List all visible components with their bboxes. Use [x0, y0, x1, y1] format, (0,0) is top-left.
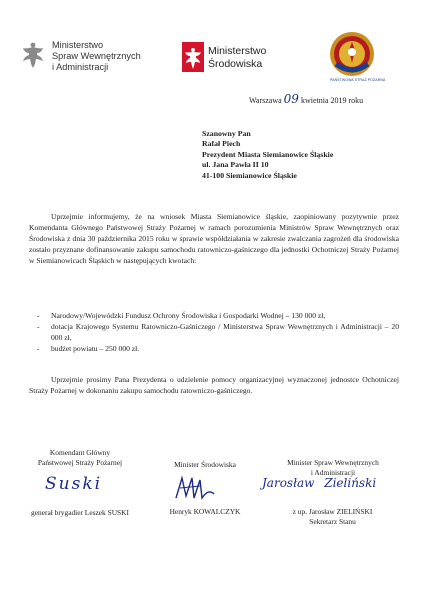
mswia-line1: Ministerstwo	[52, 40, 104, 50]
signature-middle-handwritten	[170, 472, 220, 504]
date-place: Warszawa	[249, 96, 282, 105]
left-title-line1: Komendant Główny	[49, 448, 111, 457]
left-title-line2: Państwowej Straży Pożarnej	[37, 457, 123, 467]
letter-date	[249, 92, 363, 106]
right-role-line: Sekretarz Stanu	[309, 517, 356, 526]
psp-badge-text: PAŃSTWOWA STRAŻ POŻARNA	[330, 78, 386, 82]
recipient-block	[202, 129, 333, 181]
date-day-handwritten: 09	[283, 92, 299, 106]
eagle-emblem-icon	[20, 40, 46, 70]
date-rest: kwietnia 2019 roku	[300, 96, 364, 105]
list-item: - Narodowy/Wojewódzki Fundusz Ochrony Środowiska i Gospodarki Wodnej – 130 000 zł,	[37, 310, 399, 321]
right-title-line1: Minister Spraw Wewnętrznych	[287, 458, 379, 467]
right-signature-part2: Zieliński	[324, 476, 377, 490]
psp-badge	[328, 30, 376, 78]
recipient-street: ul. Jana Pawła II 10	[202, 160, 269, 170]
mswia-name	[52, 40, 141, 73]
signature-right-name	[265, 507, 400, 527]
recipient-salutation: Szanowny Pan	[202, 129, 251, 138]
list-item: - dotacja Krajowego Systemu Ratowniczo-Gaśniczego / Ministerstwa Spraw Wewnętrznych i Administracji – 20 000 zł,	[37, 321, 399, 343]
recipient-position: Prezydent Miasta Siemianowice Śląskie	[202, 149, 334, 159]
signature-middle-title: Minister Środowiska	[174, 460, 236, 469]
body-paragraph-2: Uprzejmie prosimy Pana Prezydenta o udzielenie pomocy organizacyjnej wyznaczonej jednostce Ochotniczej Straży Pożarnej w dokonaniu zakupu samochodu ratowniczo-gaśniczego.	[29, 375, 399, 395]
ms-line2: Środowiska	[208, 57, 263, 70]
mswia-line2: Spraw Wewnętrznych	[52, 51, 141, 61]
right-name-line: z up. Jarosław ZIELIŃSKI	[292, 507, 373, 516]
signature-scribble-icon	[170, 472, 220, 504]
ms-logo	[182, 42, 204, 72]
mswia-logo	[20, 40, 46, 70]
ms-name	[208, 45, 266, 70]
recipient-name: Rafał Piech	[202, 139, 241, 149]
recipient-city: 41-100 Siemianowice Śląskie	[202, 170, 297, 180]
polish-eagle-icon	[182, 42, 204, 72]
signature-left-name: generał brygadier Leszek SUSKI	[31, 508, 129, 517]
right-signature-part1: Jarosław	[262, 476, 315, 490]
signature-right-title	[268, 458, 398, 477]
signature-left-title	[20, 448, 140, 467]
signature-left-handwritten: Suski	[45, 474, 103, 494]
fire-service-badge-icon	[328, 30, 376, 78]
list-item: - budżet powiatu – 250 000 zł.	[37, 343, 399, 354]
body-paragraph-1: Uprzejmie informujemy, że na wniosek Miasta Siemianowice śląskie, zaopiniowany pozytywnie przez Komendanta Głównego Państwowej Straży Pożarnej w ramach porozumienia Ministrów Spraw Wewnętrznych oraz Środowiska z dnia 30 października 2015 roku w sprawie współdziałania w zakresie zwalczania zagrożeń dla środowiska zostało przyznane dofinansowanie zakupu samochodu ratowniczo-gaśniczego dla jednostki Ochotniczej Straży Pożarnej w Siemianowicach Śląskich w następujących kwotach:	[29, 212, 399, 265]
signature-middle-name: Henryk KOWALCZYK	[169, 507, 241, 516]
ms-line1: Ministerstwo	[208, 45, 267, 57]
funding-list	[37, 310, 399, 354]
mswia-line3: i Administracji	[52, 62, 109, 72]
right-title-line2: i Administracji	[310, 467, 356, 477]
signature-right-handwritten	[262, 476, 376, 490]
